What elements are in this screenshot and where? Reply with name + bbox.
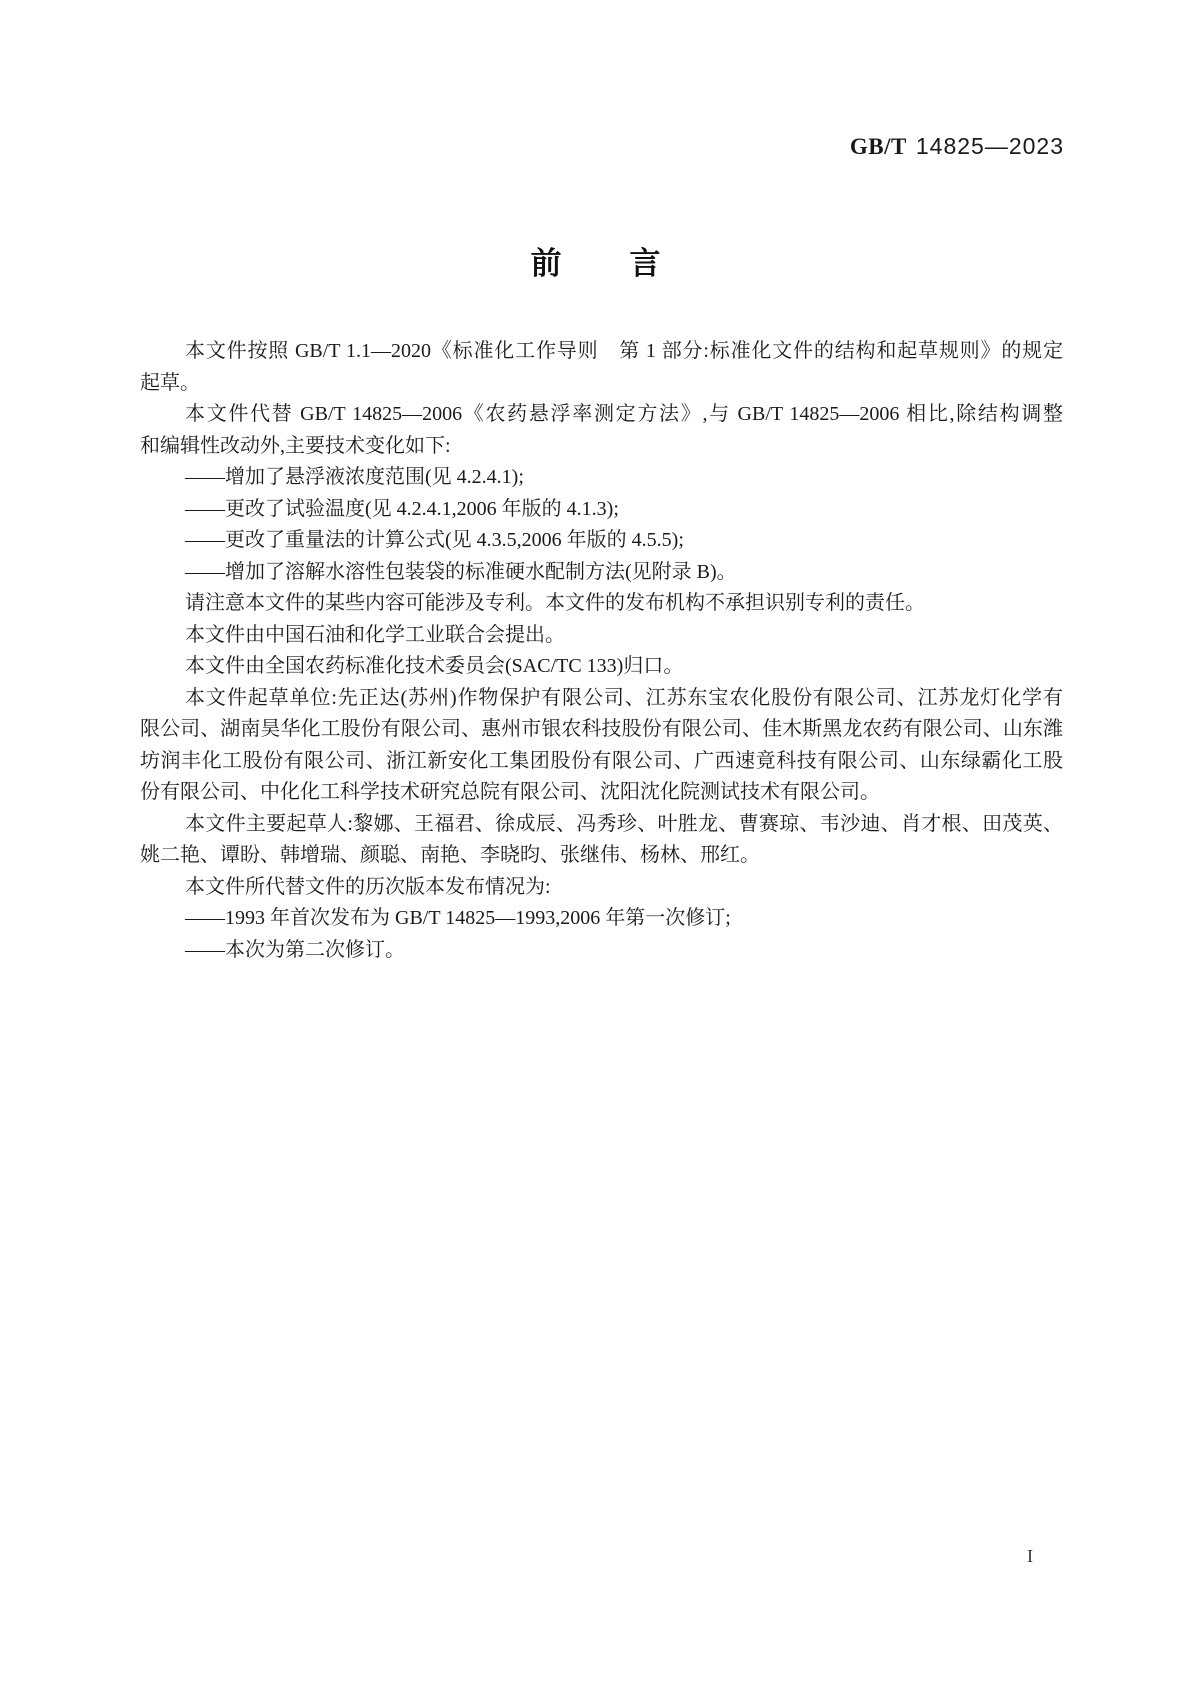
foreword-line: 本文件所代替文件的历次版本发布情况为: xyxy=(185,875,551,898)
foreword-line: ——增加了悬浮液浓度范围(见 4.2.4.1); xyxy=(185,466,524,488)
foreword-line: ——本次为第二次修订。 xyxy=(185,938,405,961)
foreword-line: ——增加了溶解水溶性包装袋的标准硬水配制方法(见附录 B)。 xyxy=(185,560,737,583)
foreword-line: 和编辑性改动外,主要技术变化如下: xyxy=(140,434,451,457)
standard-code xyxy=(850,133,1064,160)
foreword-line: 坊润丰化工股份有限公司、浙江新安化工集团股份有限公司、广西速竟科技有限公司、山东绿霸化工股 xyxy=(140,749,1063,772)
foreword-line: ——更改了重量法的计算公式(见 4.3.5,2006 年版的 4.5.5); xyxy=(185,529,684,551)
foreword-line: 本文件主要起草人:黎娜、王福君、徐成辰、冯秀珍、叶胜龙、曹赛琼、韦沙迪、肖才根、田茂英、 xyxy=(185,812,1063,835)
foreword-line: 本文件起草单位:先正达(苏州)作物保护有限公司、江苏东宝农化股份有限公司、江苏龙灯化学有 xyxy=(185,686,1063,709)
foreword-line: 本文件按照 GB/T 1.1—2020《标准化工作导则 第 1 部分:标准化文件的结构和起草规则》的规定 xyxy=(185,340,1063,362)
foreword-title-char: 言 xyxy=(629,246,661,281)
foreword-line: 起草。 xyxy=(140,371,200,394)
foreword-line: 请注意本文件的某些内容可能涉及专利。本文件的发布机构不承担识别专利的责任。 xyxy=(185,592,925,614)
standard-code-prefix: GB/T xyxy=(849,134,907,159)
foreword-line: 本文件由中国石油和化学工业联合会提出。 xyxy=(185,623,565,646)
foreword-line: ——更改了试验温度(见 4.2.4.1,2006 年版的 4.1.3); xyxy=(185,497,619,520)
foreword-body xyxy=(140,336,1063,966)
page-number: I xyxy=(1027,1546,1033,1566)
foreword-line: 本文件由全国农药标准化技术委员会(SAC/TC 133)归口。 xyxy=(185,655,684,677)
foreword-title xyxy=(0,238,1191,283)
foreword-line: 份有限公司、中化化工科学技术研究总院有限公司、沈阳沈化院测试技术有限公司。 xyxy=(140,781,880,803)
foreword-line: 姚二艳、谭盼、韩增瑞、颜聪、南艳、李晓昀、张继伟、杨林、邢红。 xyxy=(140,844,760,866)
foreword-title-char: 前 xyxy=(530,246,562,281)
standard-code-number: 14825—2023 xyxy=(915,133,1064,159)
foreword-line: 本文件代替 GB/T 14825—2006《农药悬浮率测定方法》,与 GB/T 14825—2006 相比,除结构调整 xyxy=(185,403,1063,425)
foreword-line: ——1993 年首次发布为 GB/T 14825—1993,2006 年第一次修订; xyxy=(185,907,731,929)
foreword-line: 限公司、湖南昊华化工股份有限公司、惠州市银农科技股份有限公司、佳木斯黑龙农药有限公司、山东潍 xyxy=(140,718,1063,740)
